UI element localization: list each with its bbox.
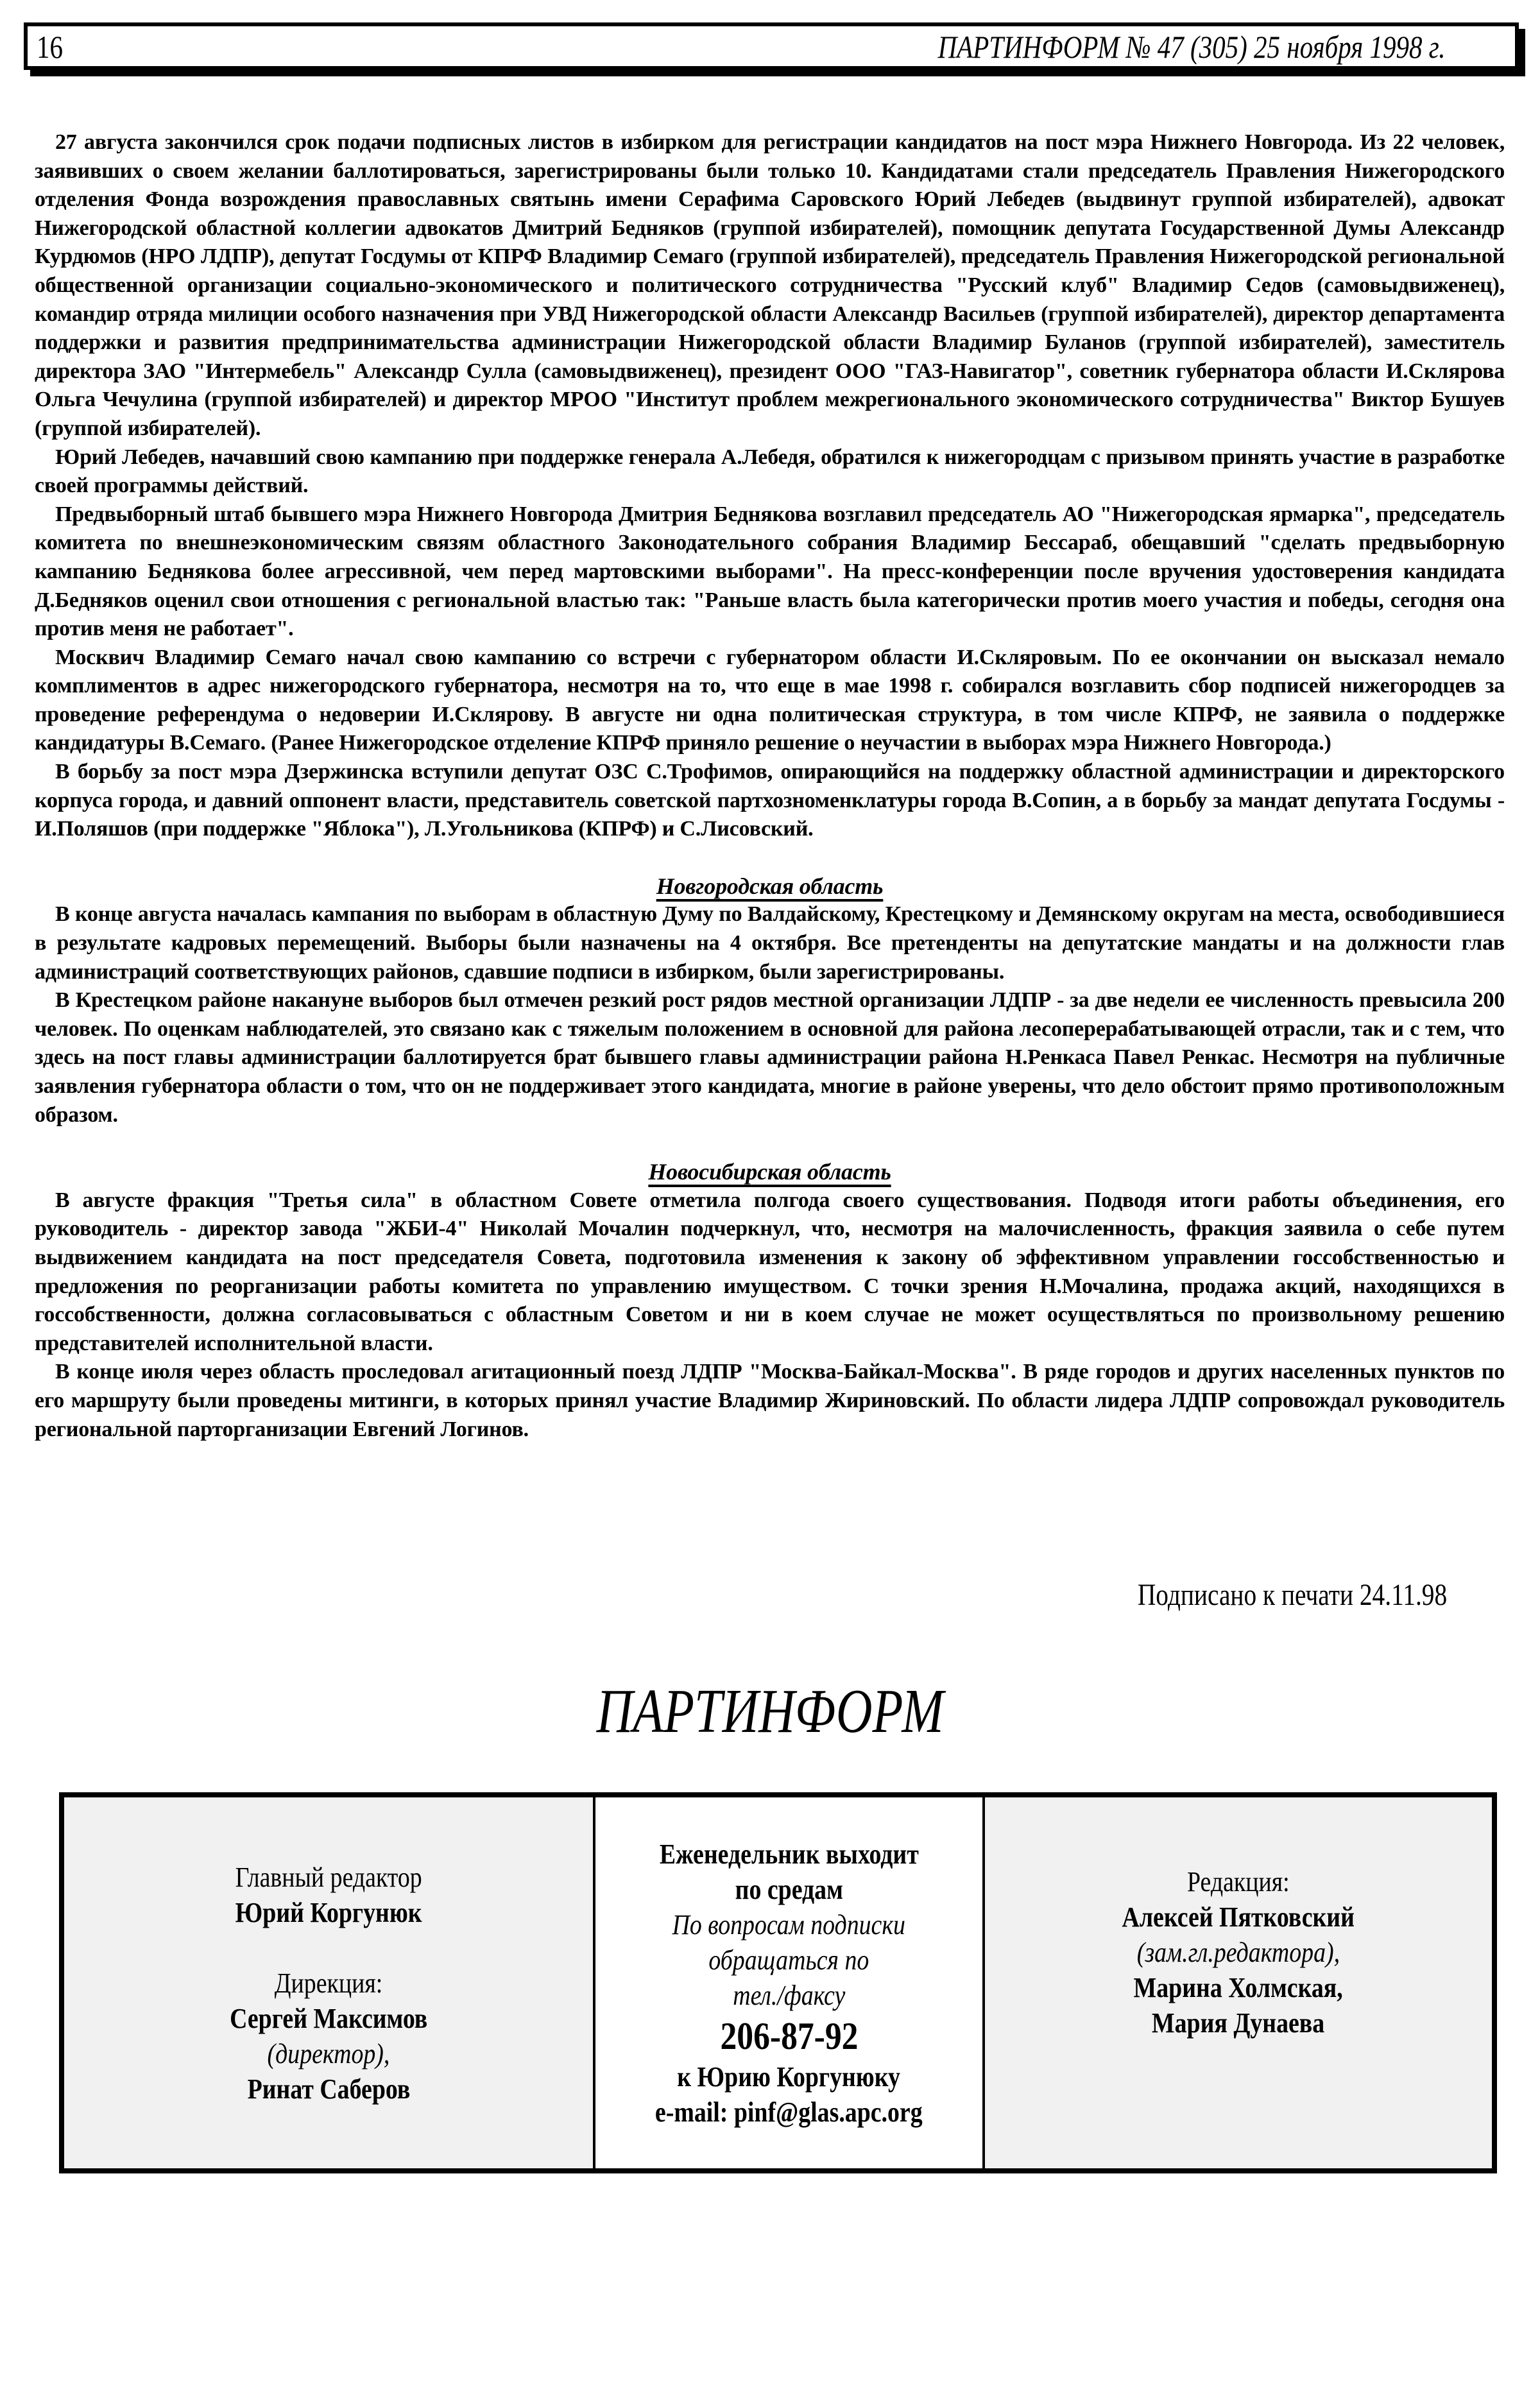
deputy-editor-name: Алексей Пятковский [1122, 1901, 1355, 1933]
signed-to-print: Подписано к печати 24.11.98 [1137, 1578, 1447, 1612]
subscription-line-3: тел./факсу [732, 1979, 846, 2011]
masthead-title [0, 1676, 1540, 1747]
staff-name-1: Марина Холмская, [1133, 1972, 1344, 2003]
paragraph: В борьбу за пост мэра Дзержинска вступили депутат ОЗС С.Трофимов, опирающийся на поддержку областной администрации и директорского корпуса города, и давний оппонент власти, представитель советской партхозноменклатуры города В.Сопин, а в борьбу за мандат депутата Госдумы - И.Поляшов (при поддержке "Яблока"), Л.Угольникова (КПРФ) и С.Лисовский. [35, 760, 1505, 841]
paragraph: В конце августа началась кампания по выборам в областную Думу по Валдайскому, Крестецкому и Демянскому округам на места, освободившиеся в результате кадровых перемещений. Выборы были назначены на 4 октября. Все претенденты на депутатские мандаты и на должности глав администраций соответствующих районов, сдавшие подписи в избирком, были зарегистрированы. [35, 902, 1505, 984]
director-role: (директор), [267, 2037, 390, 2069]
paragraph: Юрий Лебедев, начавший свою кампанию при поддержке генерала А.Лебедя, обратился к нижегородцам с призывом принять участие в разработке своей программы действий. [35, 445, 1505, 498]
staff-name-2: Мария Дунаева [1152, 2007, 1325, 2039]
section-heading-novgorod: Новгородская область [656, 873, 884, 899]
subscription-line-2: обращаться по [708, 1944, 869, 1976]
paragraph: 27 августа закончился срок подачи подписных листов в избирком для регистрации кандидатов на пост мэра Нижнего Новгорода. Из 22 человек, заявивших о своем желании баллотироваться, зарегистрированы были только 10. Кандидатами стали председатель Правления Нижегородского отделения Фонда возрождения православных святынь имени Серафима Саровского Юрий Лебедев (выдвинут группой избирателей), адвокат Нижегородской областной коллегии адвокатов Дмитрий Бедняков (группой избирателей), помощник депутата Государственной Думы Александр Курдюмов (НРО ЛДПР), депутат Госдумы от КПРФ Владимир Семаго (группой избирателей), председатель Правления Нижегородской региональной общественной организации социально-экономического и политического сотрудничества "Русский клуб" Владимир Седов (самовыдвиженец), командир отряда милиции особого назначения при УВД Нижегородской области Александр Васильев (группой избирателей), директор департамента поддержки и развития предпринимательства администрации Нижегородской области Владимир Буланов (группой избирателей), заместитель директора ЗАО "Интермебель" Александр Сулла (самовыдвиженец), президент ООО "ГАЗ-Навигатор", советник губернатора области И.Склярова Ольга Чечулина (группой избирателей) и директор МРОО "Институт проблем межрегионального экономического сотрудничества" Виктор Бушуев (группой избирателей). [35, 130, 1505, 440]
weekly-line-1: Еженедельник выходит [659, 1838, 919, 1870]
email-address: e-mail: pinf@glas.apc.org [655, 2096, 923, 2128]
second-director-name: Ринат Саберов [247, 2073, 410, 2105]
imprint-box [59, 1792, 1497, 2173]
imprint-left-column [64, 1797, 595, 2168]
editor-name: Юрий Коргунюк [235, 1896, 422, 1928]
page-number: 16 [37, 29, 63, 65]
imprint-right-column [985, 1797, 1492, 2168]
imprint-middle-column [595, 1797, 985, 2168]
section-heading-novosibirsk: Новосибирская область [648, 1159, 891, 1185]
phone-number: 206-87-92 [720, 2014, 858, 2057]
masthead-text: ПАРТИНФОРМ [596, 1677, 944, 1746]
direction-label: Дирекция: [274, 1967, 383, 1999]
article-body [35, 128, 1505, 1444]
paragraph: Предвыборный штаб бывшего мэра Нижнего Новгорода Дмитрия Беднякова возглавил председатель АО "Нижегородская ярмарка", председатель комитета по внешнеэкономическим связям областного Законодательного собрания Владимир Бессараб, обещавший "сделать предвыборную кампанию Беднякова более агрессивной, чем перед мартовскими выборами". На пресс-конференции после вручения удостоверения кандидата Д.Бедняков оценил свои отношения с региональной властью так: "Раньше власть была категорически против моего участия и победы, сегодня она против меня не работает". [35, 502, 1505, 641]
editor-label: Главный редактор [235, 1861, 422, 1893]
paragraph: В Крестецком районе накануне выборов был отмечен резкий рост рядов местной организации ЛДПР - за две недели ее численность превысила 200 человек. По оценкам наблюдателей, это связано как с тяжелым положением в основной для района лесоперерабатывающей отрасли, так и с тем, что здесь на пост главы администрации баллотируется брат бывшего главы администрации района Н.Ренкаса Павел Ренкас. Несмотря на публичные заявления губернатора области о том, что он не поддерживает этого кандидата, многие в районе уверены, что дело обстоит прямо противоположным образом. [35, 988, 1505, 1127]
contact-person: к Юрию Коргунюку [677, 2061, 901, 2093]
deputy-editor-role: (зам.гл.редактора), [1136, 1937, 1340, 1968]
editorial-label: Редакция: [1187, 1866, 1290, 1898]
paragraph: В конце июля через область проследовал агитационный поезд ЛДПР "Москва-Байкал-Москва". В ряде городов и других населенных пунктов по его маршруту были проведены митинги, в которых принял участие Владимир Жириновский. По области лидера ЛДПР сопровождал руководитель региональной парторганизации Евгений Логинов. [35, 1360, 1505, 1441]
paragraph: В августе фракция "Третья сила" в областном Совете отметила полгода своего существования. Подводя итоги работы объединения, его руководитель - директор завода "ЖБИ-4" Николай Мочалин подчеркнул, что, несмотря на малочисленность, фракция заявила о себе путем выдвижением кандидата на пост председателя Совета, подготовила изменения к закону об эффективном управлении госсобственностью и предложения по реорганизации работы комитета по управлению имуществом. С точки зрения Н.Мочалина, продажа акций, находящихся в госсобственности, должна согласовываться с областным Советом и ни в коем случае не может осуществляться по произвольному решению представителей исполнительной власти. [35, 1188, 1505, 1355]
subscription-line-1: По вопросам подписки [672, 1908, 906, 1941]
director-name: Сергей Максимов [229, 2002, 428, 2034]
weekly-line-2: по средам [735, 1873, 843, 1905]
issue-title: ПАРТИНФОРМ № 47 (305) 25 ноября 1998 г. [938, 29, 1446, 65]
paragraph: Москвич Владимир Семаго начал свою кампанию со встречи с губернатором области И.Скляровым. По ее окончании он высказал немало комплиментов в адрес нижегородского губернатора, несмотря на то, что еще в мае 1998 г. собирался возглавить сбор подписей нижегородцев за проведение референдума о недоверии И.Склярову. В августе ни одна политическая структура, в том числе КПРФ, не заявила о поддержке кандидатуры В.Семаго. (Ранее Нижегородское отделение КПРФ приняло решение о неучастии в выборах мэра Нижнего Новгорода.) [35, 645, 1505, 755]
running-header [24, 22, 1519, 70]
